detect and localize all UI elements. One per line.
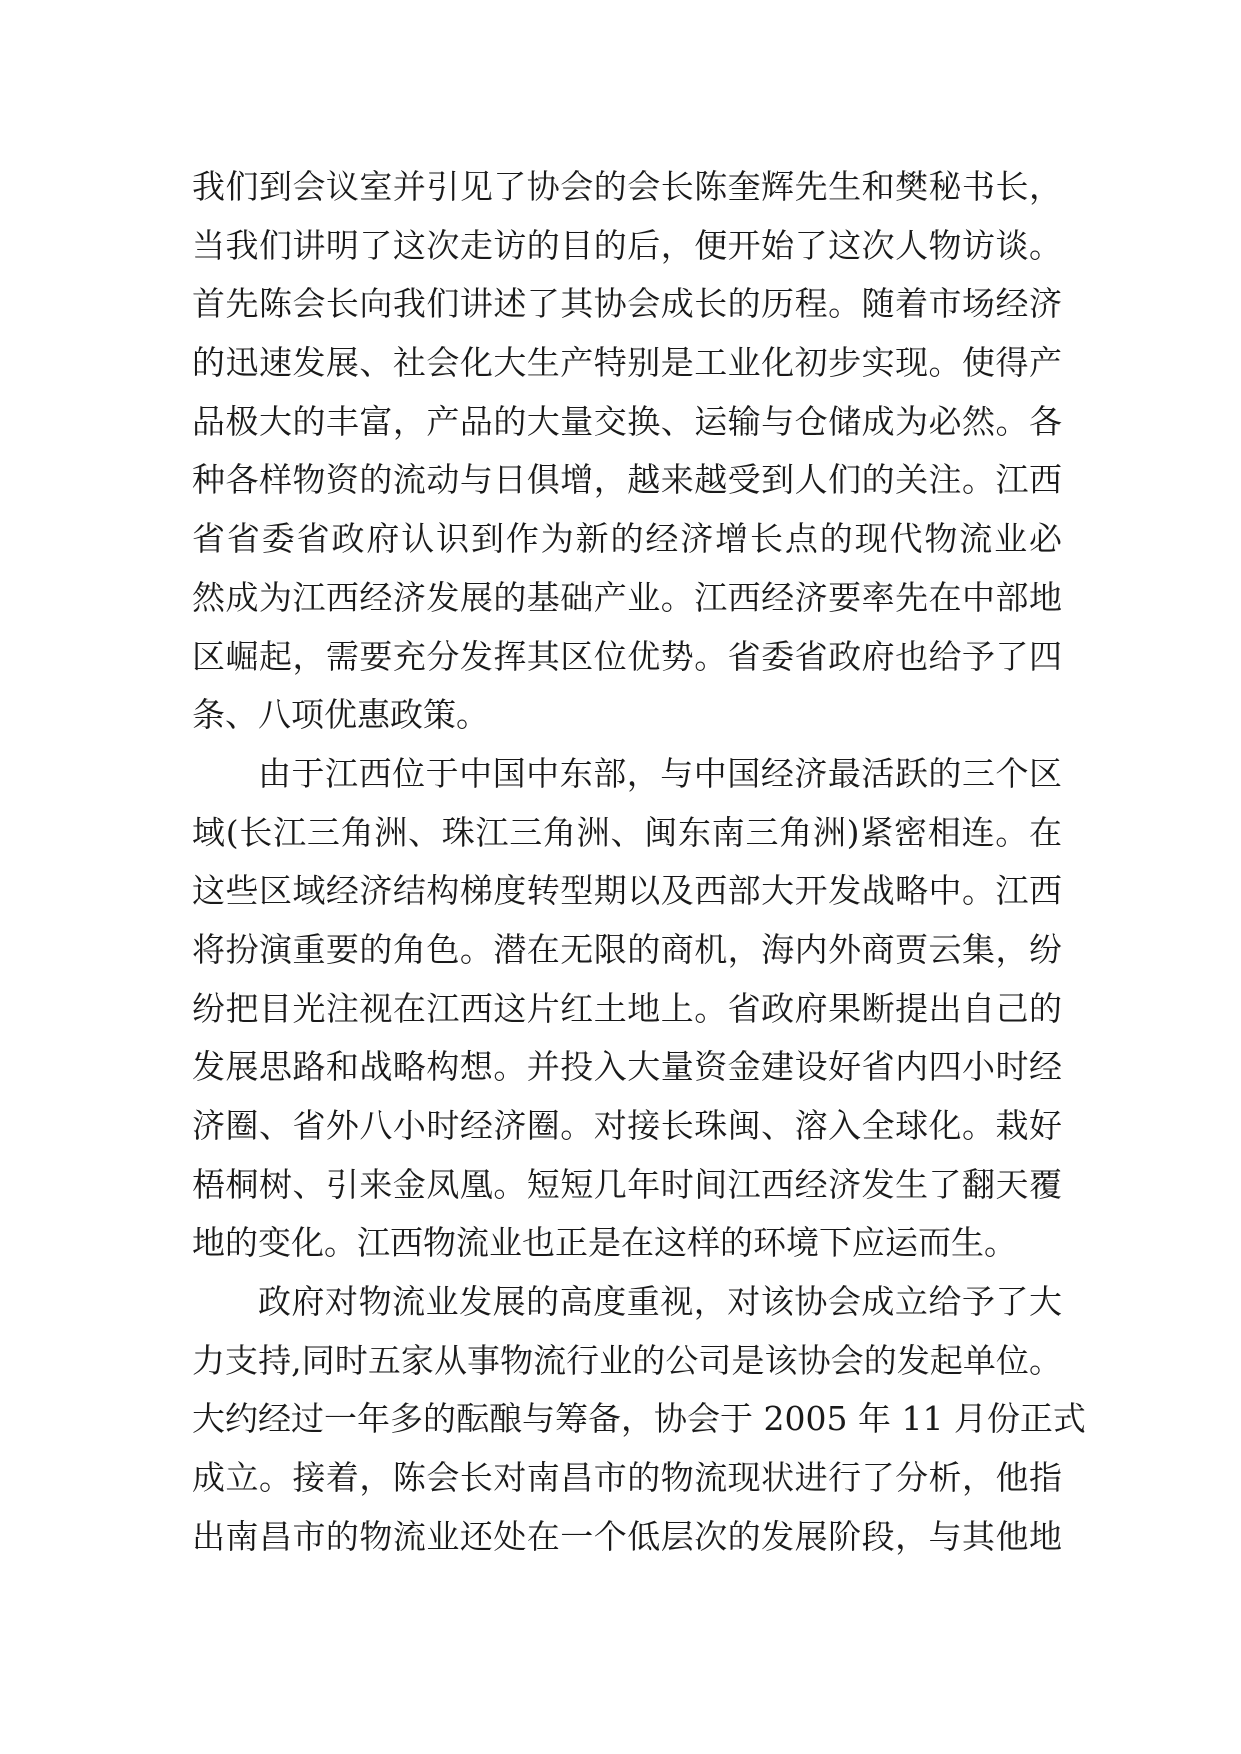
text-line: 种各样物资的流动与日俱增，越来越受到人们的关注。江西 (192, 460, 1062, 500)
text-line: 成立。接着，陈会长对南昌市的物流现状进行了分析，他指 (192, 1458, 1062, 1498)
text-line: 纷把目光注视在江西这片红土地上。省政府果断提出自己的 (192, 988, 1062, 1028)
text-line: 品极大的丰富，产品的大量交换、运输与仓储成为必然。各 (192, 401, 1062, 441)
text-line: 力支持,同时五家从事物流行业的公司是该协会的发起单位。 (192, 1340, 1062, 1380)
text-line: 地的变化。江西物流业也正是在这样的环境下应运而生。 (192, 1223, 1017, 1263)
text-line: 区崛起，需要充分发挥其区位优势。省委省政府也给予了四 (192, 636, 1062, 676)
text-line: 的迅速发展、社会化大生产特别是工业化初步实现。使得产 (192, 343, 1062, 383)
text-line: 济圈、省外八小时经济圈。对接长珠闽、溶入全球化。栽好 (192, 1106, 1062, 1145)
text-line: 域(长江三角洲、珠江三角洲、闽东南三角洲)紧密相连。在 (192, 812, 1062, 852)
text-line: 政府对物流业发展的高度重视，对该协会成立给予了大 (258, 1282, 1062, 1322)
text-line: 条、八项优惠政策。 (192, 695, 489, 735)
text-line: 省省委省政府认识到作为新的经济增长点的现代物流业必 (192, 519, 1062, 559)
text-line: 梧桐树、引来金凤凰。短短几年时间江西经济发生了翻天覆 (192, 1164, 1062, 1204)
text-line: 这些区域经济结构梯度转型期以及西部大开发战略中。江西 (192, 871, 1062, 911)
body-text (192, 158, 1086, 1567)
text-line: 由于江西位于中国中东部，与中国经济最活跃的三个区 (258, 753, 1062, 793)
text-line: 发展思路和战略构想。并投入大量资金建设好省内四小时经 (192, 1047, 1062, 1087)
text-line: 首先陈会长向我们讲述了其协会成长的历程。随着市场经济 (192, 284, 1062, 324)
text-line: 出南昌市的物流业还处在一个低层次的发展阶段，与其他地 (192, 1516, 1062, 1556)
text-line: 大约经过一年多的酝酿与筹备，协会于 2005 年 11 月份正式 (192, 1399, 1086, 1439)
text-line: 我们到会议室并引见了协会的会长陈奎辉先生和樊秘书长， (192, 167, 1062, 206)
text-line: 然成为江西经济发展的基础产业。江西经济要率先在中部地 (192, 577, 1062, 617)
text-line: 当我们讲明了这次走访的目的后，便开始了这次人物访谈。 (192, 225, 1062, 265)
text-line: 将扮演重要的角色。潜在无限的商机，海内外商贾云集，纷 (192, 929, 1062, 969)
